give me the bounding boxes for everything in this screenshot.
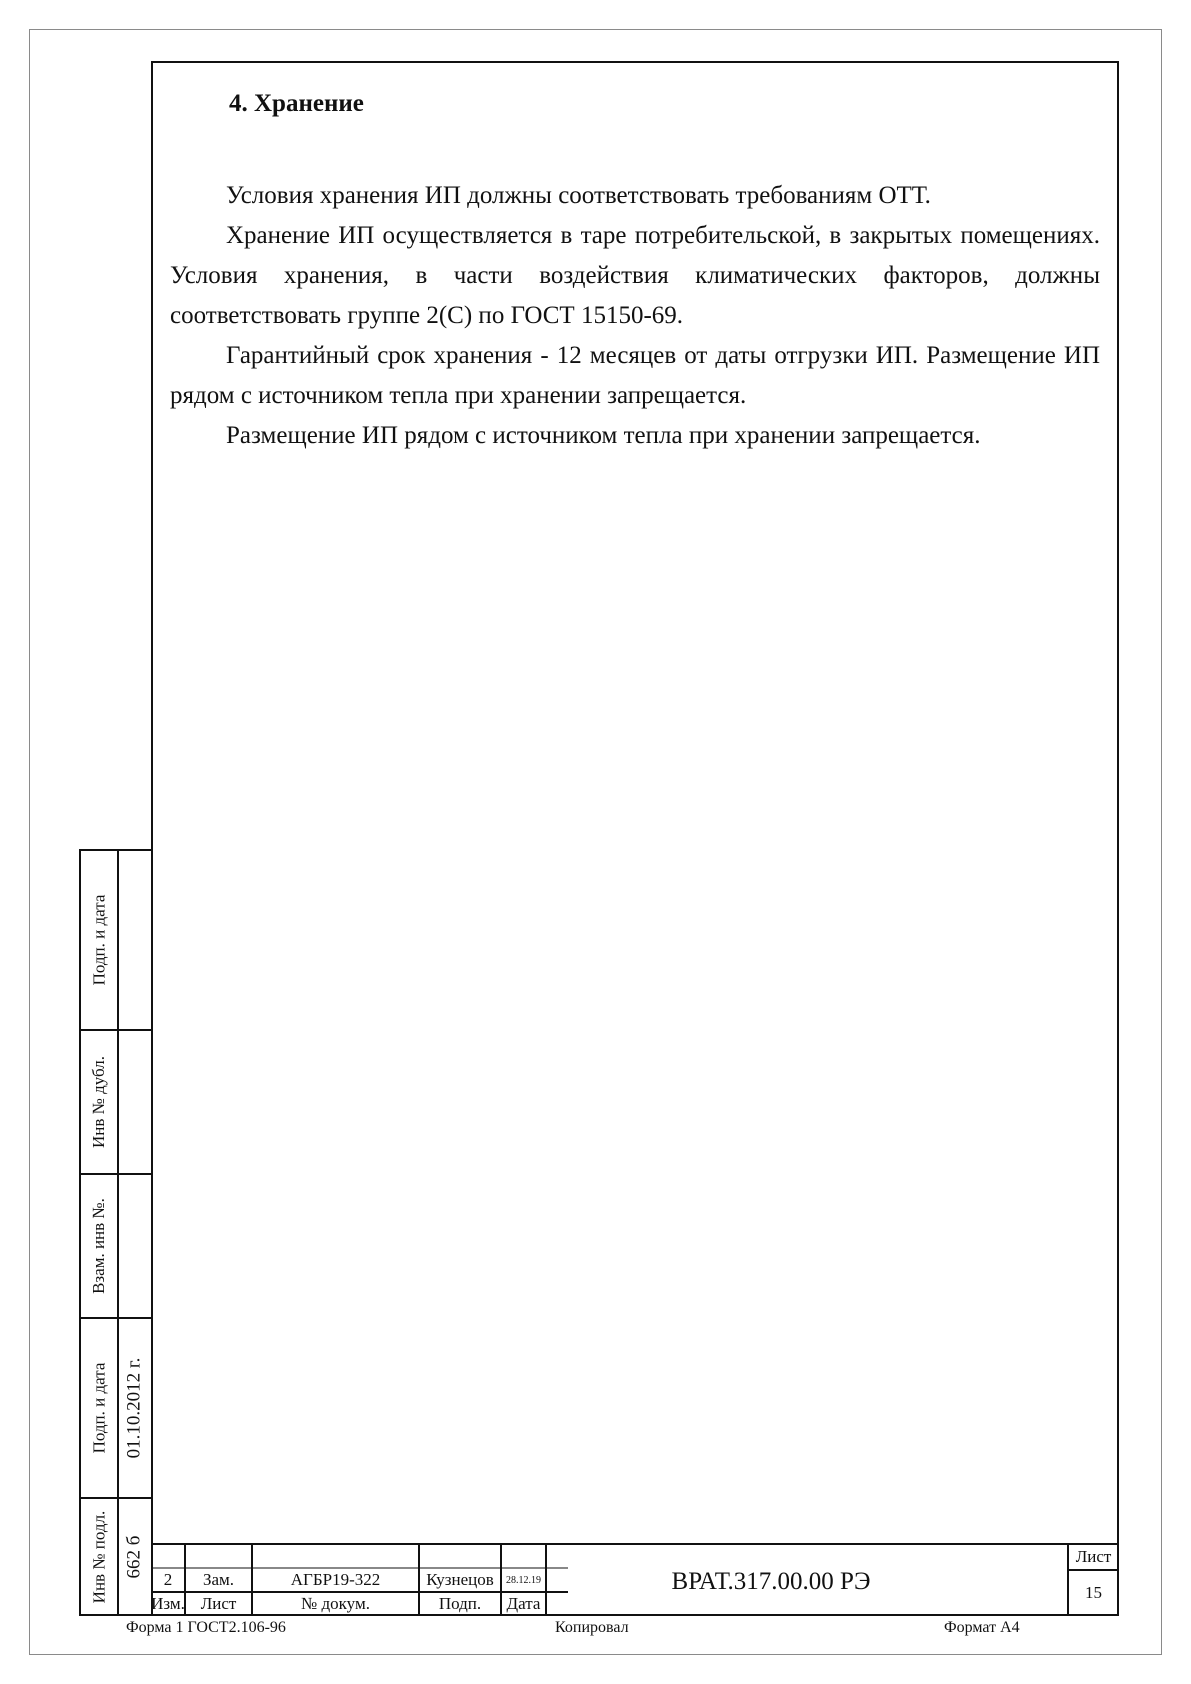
side-label: Инв № дубл. — [89, 1055, 109, 1149]
form-label: Форма 1 ГОСТ2.106-96 — [126, 1619, 286, 1636]
side-cell-vzam-inv — [81, 1173, 151, 1317]
format-label: Формат А4 — [944, 1619, 1020, 1636]
document-designation: ВРАТ.317.00.00 РЭ — [671, 1568, 871, 1595]
rev-signature: Кузнецов — [426, 1570, 494, 1589]
title-block — [151, 1543, 1119, 1616]
document-body — [170, 90, 1100, 456]
rev-izm: 2 — [163, 1570, 173, 1589]
side-label: Подп. и дата — [89, 1362, 109, 1454]
side-cell-inv-podl — [81, 1497, 151, 1614]
rev-list: Зам. — [202, 1570, 235, 1589]
header-izm: Изм. — [151, 1594, 185, 1613]
header-list: Лист — [200, 1594, 237, 1613]
sheet-number: 15 — [1085, 1583, 1102, 1602]
side-label: Инв № подл. — [89, 1510, 108, 1603]
side-strip — [79, 849, 151, 1616]
copied-label: Копировал — [555, 1619, 629, 1636]
sheet-label: Лист — [1075, 1547, 1112, 1566]
rev-date: 28.12.19 — [506, 1574, 541, 1586]
header-signature: Подп. — [438, 1594, 482, 1613]
paragraph-2: Хранение ИП осуществляется в таре потребительской, в закрытых помещениях. Условия хранения, в части воздействия климатических факторов, должны соответствовать группе 2(С) по ГОСТ 15150-69. — [170, 222, 1100, 329]
section-heading: 4. Хранение — [229, 90, 364, 117]
side-cell-inv-dubl — [81, 1029, 151, 1173]
side-cell-podp-data-top — [81, 849, 151, 1029]
paragraph-1: Условия хранения ИП должны соответствовать требованиям ОТТ. — [226, 182, 931, 209]
side-label: Подп. и дата — [89, 894, 109, 986]
paragraph-3: Гарантийный срок хранения - 12 месяцев от даты отгрузки ИП. Размещение ИП рядом с источником тепла при хранении запрещается. — [170, 342, 1100, 409]
header-doc-number: № докум. — [301, 1594, 370, 1613]
side-value-inv-podl: 662 б — [123, 1535, 145, 1578]
side-label: Взам. инв №. — [89, 1198, 108, 1294]
paragraph-4: Размещение ИП рядом с источником тепла при хранении запрещается. — [226, 422, 981, 449]
side-value-date: 01.10.2012 г. — [123, 1357, 144, 1459]
rev-doc-number: АГБР19-322 — [290, 1570, 381, 1589]
header-date: Дата — [506, 1594, 541, 1613]
side-cell-podp-data-bottom — [81, 1317, 151, 1497]
